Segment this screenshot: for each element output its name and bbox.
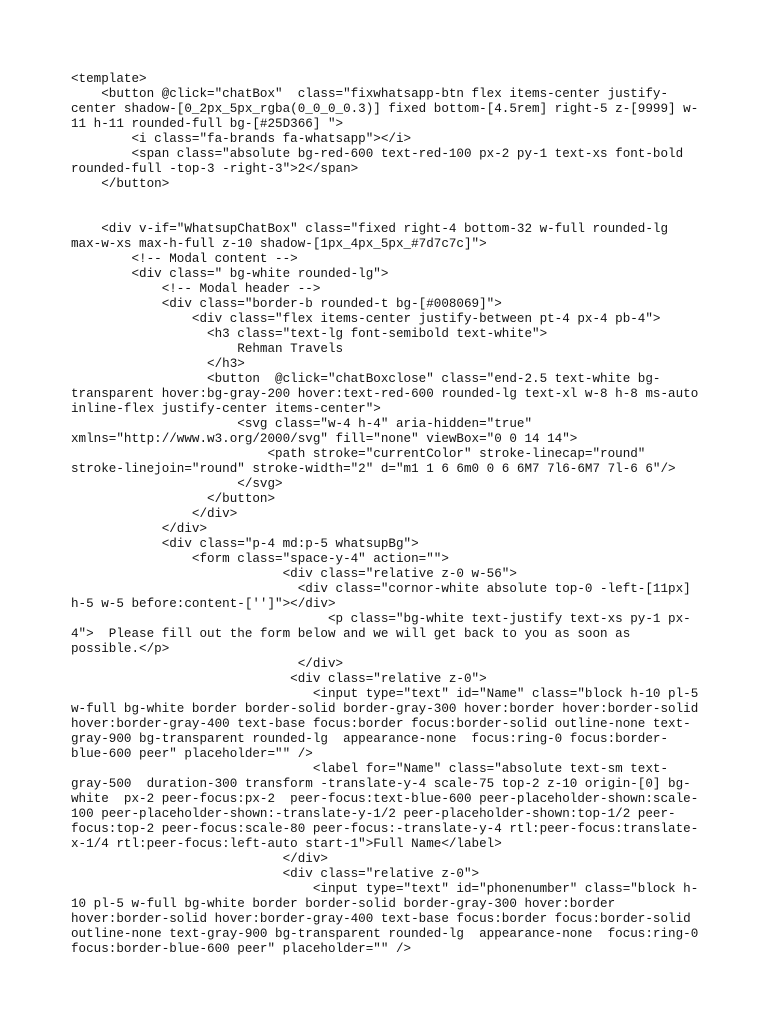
code-line: transparent hover:bg-gray-200 hover:text-red-600 rounded-lg text-xl w-8 h-8 ms-auto	[71, 387, 699, 401]
code-line: <div v-if="WhatsupChatBox" class="fixed right-4 bottom-32 w-full rounded-lg	[71, 222, 669, 236]
code-line: stroke-linejoin="round" stroke-width="2" d="m1 1 6 6m0 0 6 6M7 7l6-6M7 7l-6 6"/>	[71, 462, 676, 476]
code-line: <div class="relative z-0 w-56">	[71, 567, 517, 581]
code-document	[71, 72, 701, 957]
code-line: white px-2 peer-focus:px-2 peer-focus:text-blue-600 peer-placeholder-shown:scale-	[71, 792, 699, 806]
code-line: </div>	[71, 657, 344, 671]
code-line: focus:border-blue-600 peer" placeholder="" />	[71, 942, 412, 956]
code-line: </button>	[71, 492, 276, 506]
code-line: gray-500 duration-300 transform -translate-y-4 scale-75 top-2 z-10 origin-[0] bg-	[71, 777, 691, 791]
code-line: w-full bg-white border border-solid border-gray-300 hover:border hover:border-solid	[71, 702, 699, 716]
code-line: hover:border-gray-400 text-base focus:border focus:border-solid outline-none text-	[71, 717, 691, 731]
code-line: 11 h-11 rounded-full bg-[#25D366] ">	[71, 117, 344, 131]
code-line: <template>	[71, 72, 147, 86]
code-line: <div class="flex items-center justify-between pt-4 px-4 pb-4">	[71, 312, 661, 326]
code-line: <span class="absolute bg-red-600 text-red-100 px-2 py-1 text-xs font-bold	[71, 147, 684, 161]
code-line: center shadow-[0_2px_5px_rgba(0_0_0_0.3)] fixed bottom-[4.5rem] right-5 z-[9999] w-	[71, 102, 699, 116]
code-line: <!-- Modal header -->	[71, 282, 321, 296]
code-line: 100 peer-placeholder-shown:-translate-y-1/2 peer-placeholder-shown:top-1/2 peer-	[71, 807, 676, 821]
code-line: </div>	[71, 507, 238, 521]
code-line: <div class=" bg-white rounded-lg">	[71, 267, 389, 281]
code-line: <input type="text" id="phonenumber" class="block h-	[71, 882, 699, 896]
code-line: rounded-full -top-3 -right-3">2</span>	[71, 162, 359, 176]
code-line: gray-900 bg-transparent rounded-lg appearance-none focus:ring-0 focus:border-	[71, 732, 669, 746]
code-line: h-5 w-5 before:content-['']"></div>	[71, 597, 336, 611]
code-line: <input type="text" id="Name" class="block h-10 pl-5	[71, 687, 699, 701]
code-line: focus:top-2 peer-focus:scale-80 peer-focus:-translate-y-4 rtl:peer-focus:translate-	[71, 822, 699, 836]
code-line: </svg>	[71, 477, 283, 491]
code-line: xmlns="http://www.w3.org/2000/svg" fill="none" viewBox="0 0 14 14">	[71, 432, 578, 446]
code-line: x-1/4 rtl:peer-focus:left-auto start-1">Full Name</label>	[71, 837, 502, 851]
code-line	[71, 207, 701, 222]
code-line: <button @click="chatBoxclose" class="end-2.5 text-white bg-	[71, 372, 661, 386]
code-line: 10 pl-5 w-full bg-white border border-solid border-gray-300 hover:border	[71, 897, 616, 911]
code-line: <form class="space-y-4" action="">	[71, 552, 449, 566]
code-line: </div>	[71, 852, 328, 866]
code-line: </h3>	[71, 357, 245, 371]
code-line: hover:border-solid hover:border-gray-400 text-base focus:border focus:border-solid	[71, 912, 691, 926]
code-line: blue-600 peer" placeholder="" />	[71, 747, 313, 761]
code-line: <div class="relative z-0">	[71, 672, 487, 686]
code-line: outline-none text-gray-900 bg-transparent rounded-lg appearance-none focus:ring-0	[71, 927, 699, 941]
code-line: <path stroke="currentColor" stroke-linecap="round"	[71, 447, 646, 461]
code-line: </button>	[71, 177, 170, 191]
code-line: <div class="relative z-0">	[71, 867, 480, 881]
code-line: <!-- Modal content -->	[71, 252, 298, 266]
code-line: <div class="cornor-white absolute top-0 -left-[11px]	[71, 582, 691, 596]
code-line: inline-flex justify-center items-center">	[71, 402, 381, 416]
code-line: </div>	[71, 522, 208, 536]
code-line: <p class="bg-white text-justify text-xs py-1 px-	[71, 612, 691, 626]
code-line: max-w-xs max-h-full z-10 shadow-[1px_4px_5px_#7d7c7c]">	[71, 237, 487, 251]
code-line: <svg class="w-4 h-4" aria-hidden="true"	[71, 417, 533, 431]
code-line: <div class="p-4 md:p-5 whatsupBg">	[71, 537, 419, 551]
code-line: <div class="border-b rounded-t bg-[#008069]">	[71, 297, 502, 311]
code-line: Rehman Travels	[71, 342, 344, 356]
code-line: <i class="fa-brands fa-whatsapp"></i>	[71, 132, 412, 146]
code-line: 4"> Please fill out the form below and we will get back to you as soon as	[71, 627, 631, 641]
code-line: <button @click="chatBox" class="fixwhatsapp-btn flex items-center justify-	[71, 87, 669, 101]
code-line	[71, 192, 701, 207]
code-line: <label for="Name" class="absolute text-sm text-	[71, 762, 669, 776]
code-line: possible.</p>	[71, 642, 170, 656]
code-line: <h3 class="text-lg font-semibold text-white">	[71, 327, 548, 341]
